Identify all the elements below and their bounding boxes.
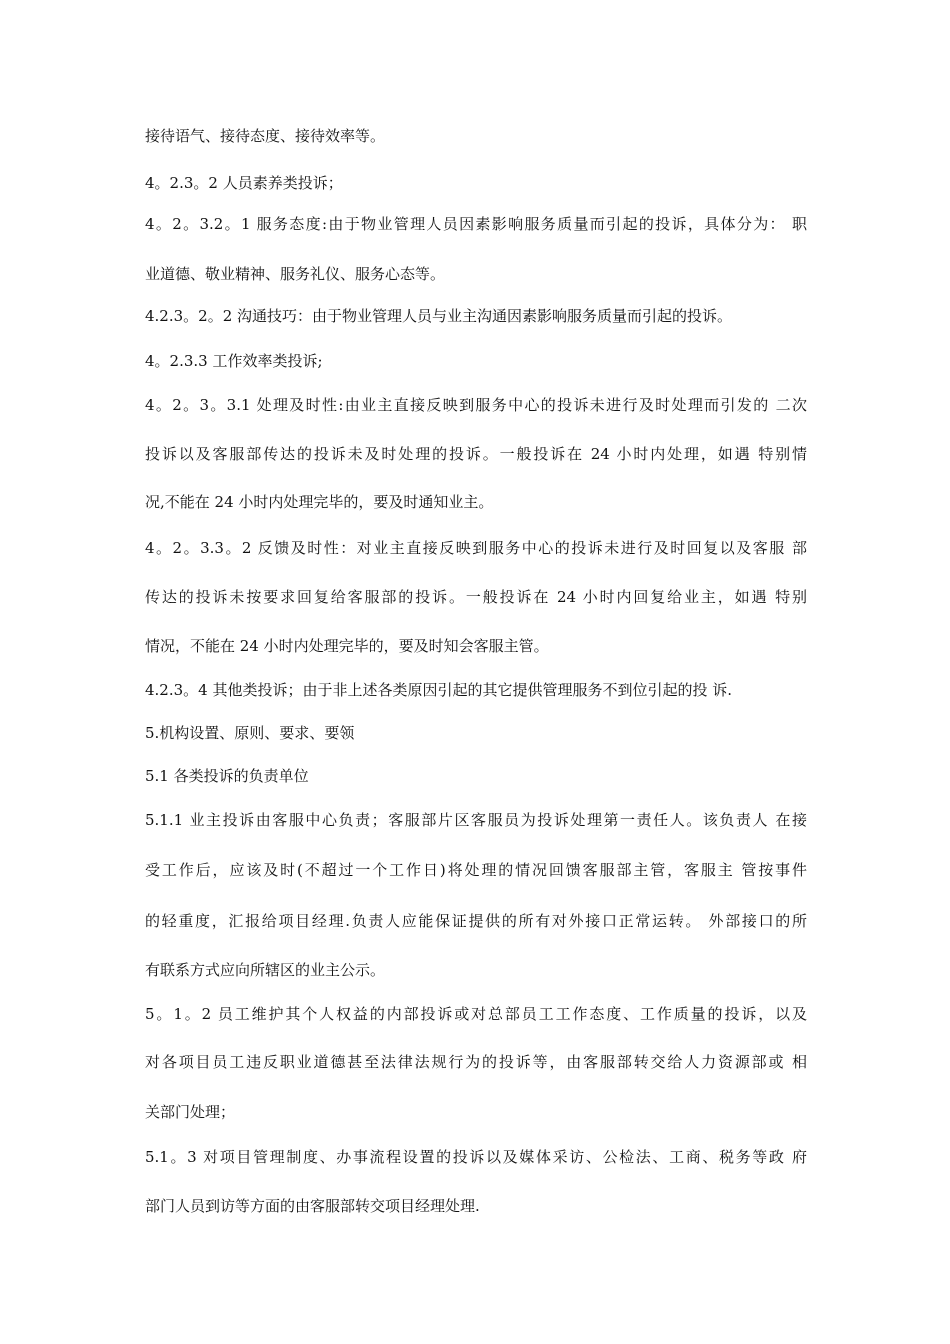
section-heading: 5.机构设置、原则、要求、要领 [145,724,355,742]
text-line: 4。2。3。3.1 处理及时性:由业主直接反映到服务中心的投诉未进行及时处理而引发的 二次 [145,396,807,414]
text-line: 5.1。3 对项目管理制度、办事流程设置的投诉以及媒体采访、公检法、工商、税务等政 府 [145,1148,807,1166]
text-line: 受工作后，应该及时(不超过一个工作日)将处理的情况回馈客服部主管，客服主 管按事件 [145,861,807,879]
text-line: 接待语气、接待态度、接待效率等。 [145,127,386,145]
section-heading: 4。2.3。2 人员素养类投诉； [145,174,343,192]
text-line: 关部门处理； [145,1103,236,1121]
section-heading: 4。2.3.3 工作效率类投诉; [145,352,323,370]
text-line: 投诉以及客服部传达的投诉未及时处理的投诉。一般投诉在 24 小时内处理，如遇 特别情 [145,445,807,463]
text-line: 业道德、敬业精神、服务礼仪、服务心态等。 [145,265,446,283]
text-line: 5.1.1 业主投诉由客服中心负责；客服部片区客服员为投诉处理第一责任人。该负责人 在接 [145,811,807,829]
text-line: 4。2。3.3。2 反馈及时性：对业主直接反映到服务中心的投诉未进行及时回复以及客服 部 [145,539,807,557]
text-line: 4.2.3。2。2 沟通技巧：由于物业管理人员与业主沟通因素影响服务质量而引起的投诉。 [145,307,733,325]
text-line: 对各项目员工违反职业道德甚至法律法规行为的投诉等，由客服部转交给人力资源部或 相 [145,1053,807,1071]
text-line: 5。1。2 员工维护其个人权益的内部投诉或对总部员工工作态度、工作质量的投诉，以及 [145,1005,807,1023]
text-line: 部门人员到访等方面的由客服部转交项目经理处理. [145,1197,480,1215]
text-line: 况,不能在 24 小时内处理完毕的，要及时通知业主。 [145,493,494,511]
text-line: 4。2。3.2。1 服务态度:由于物业管理人员因素影响服务质量而引起的投诉，具体分为： 职 [145,215,807,233]
document-page [145,0,807,1344]
text-line: 4.2.3。4 其他类投诉；由于非上述各类原因引起的其它提供管理服务不到位引起的投 诉. [145,681,733,699]
text-line: 有联系方式应向所辖区的业主公示。 [145,961,386,979]
text-line: 的轻重度，汇报给项目经理.负责人应能保证提供的所有对外接口正常运转。 外部接口的所 [145,912,807,930]
text-line: 传达的投诉未按要求回复给客服部的投诉。一般投诉在 24 小时内回复给业主，如遇 特别 [145,588,807,606]
text-line: 情况，不能在 24 小时内处理完毕的，要及时知会客服主管。 [145,637,549,655]
section-heading: 5.1 各类投诉的负责单位 [145,767,309,785]
